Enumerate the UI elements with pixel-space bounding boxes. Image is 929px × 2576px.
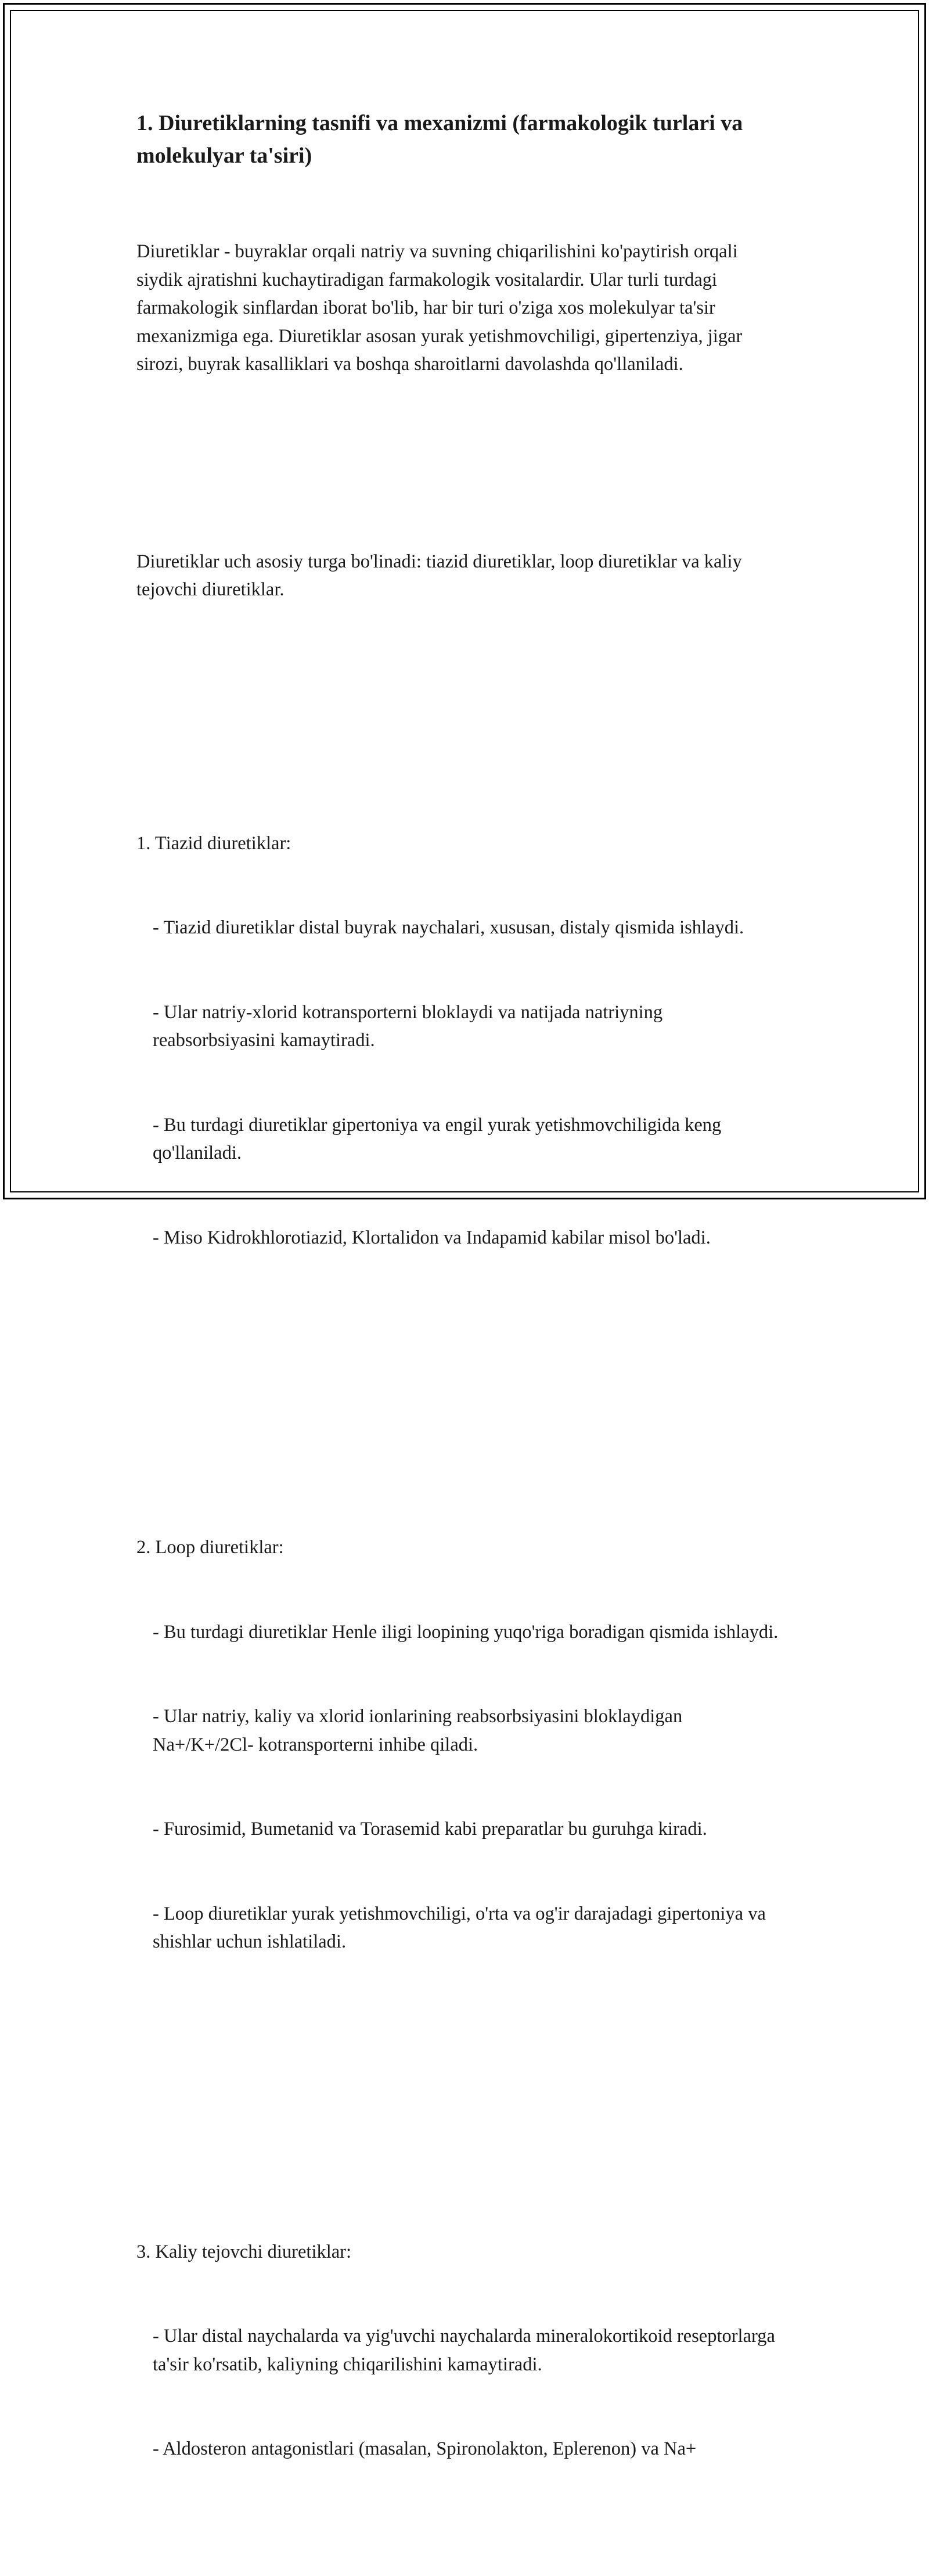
intro-paragraph: Diuretiklar - buyraklar orqali natriy va suvning chiqarilishini ko'paytirish orqali siydik ajratishni kuchaytiradigan farmakologik vositalardir. Ular turli turdagi farmakologik sinflardan iborat bo'lib, har bir turi o'ziga xos molekulyar ta'sir mexanizmiga ega. Diuretiklar asosan yurak yetishmovchiligi, gipertenziya, jigar sirozi, buyrak kasalliklari va boshqa sharoitlarni davolashda qo'llaniladi.	[136, 241, 747, 375]
paragraph-gap	[136, 435, 787, 464]
document-body	[136, 107, 787, 2576]
overview-paragraph: Diuretiklar uch asosiy turga bo'linadi: tiazid diuretiklar, loop diuretiklar va kaliy tejovchi diuretiklar.	[136, 551, 747, 600]
list-item: - Tiazid diuretiklar distal buyrak naychalari, xususan, distaly qismida ishlaydi.	[153, 917, 744, 938]
list-item: - Ular natriy-xlorid kotransporterni bloklaydi va natijada natriyning reabsorbsiyasini kamaytiradi.	[153, 1001, 668, 1051]
list-item: - Aldosteron antagonistlari (masalan, Spironolakton, Eplerenon) va Na+	[153, 2438, 697, 2459]
subsection-title: 1. Tiazid diuretiklar:	[136, 832, 291, 854]
document-text	[136, 181, 787, 2576]
list-item: - Miso Kidrokhlorotiazid, Klortalidon va Indapamid kabilar misol bo'ladi.	[153, 1227, 711, 1248]
list-item: - Bu turdagi diuretiklar gipertoniya va engil yurak yetishmovchiligida keng qo'llaniladi.	[153, 1114, 726, 1163]
subsection-title: 3. Kaliy tejovchi diuretiklar:	[136, 2241, 352, 2262]
subsection-potassium-sparing	[136, 2182, 787, 2520]
subsection-title: 2. Loop diuretiklar:	[136, 1537, 284, 1558]
section-heading: 1. Diuretiklarning tasnifi va mexanizmi (farmakologik turlari va molekulyar ta'siri)	[136, 111, 743, 168]
paragraph-gap	[136, 2069, 787, 2097]
list-item: - Ular distal naychalarda va yig'uvchi naychalarda mineralokortikoid reseptorlarga ta'sir ko'rsatib, kaliyning chiqarilishini kamaytiradi.	[153, 2326, 780, 2375]
list-item: - Bu turdagi diuretiklar Henle iligi loopining yuqo'riga boradigan qismida ishlaydi.	[153, 1621, 779, 1643]
list-item: - Furosimid, Bumetanid va Torasemid kabi preparatlar bu guruhga kiradi.	[153, 1819, 707, 1840]
subsection-thiazide	[136, 773, 787, 1309]
paragraph-gap	[136, 660, 787, 689]
list-item: - Ular natriy, kaliy va xlorid ionlarining reabsorbsiyasini bloklaydigan Na+/K+/2Cl- kotransporterni inhibe qiladi.	[153, 1706, 687, 1755]
paragraph-gap	[136, 1364, 787, 1393]
subsection-loop	[136, 1477, 787, 2013]
list-item: - Loop diuretiklar yurak yetishmovchiligi, o'rta va og'ir darajadagi gipertoniya va shishlar uchun ishlatiladi.	[153, 1903, 771, 1952]
